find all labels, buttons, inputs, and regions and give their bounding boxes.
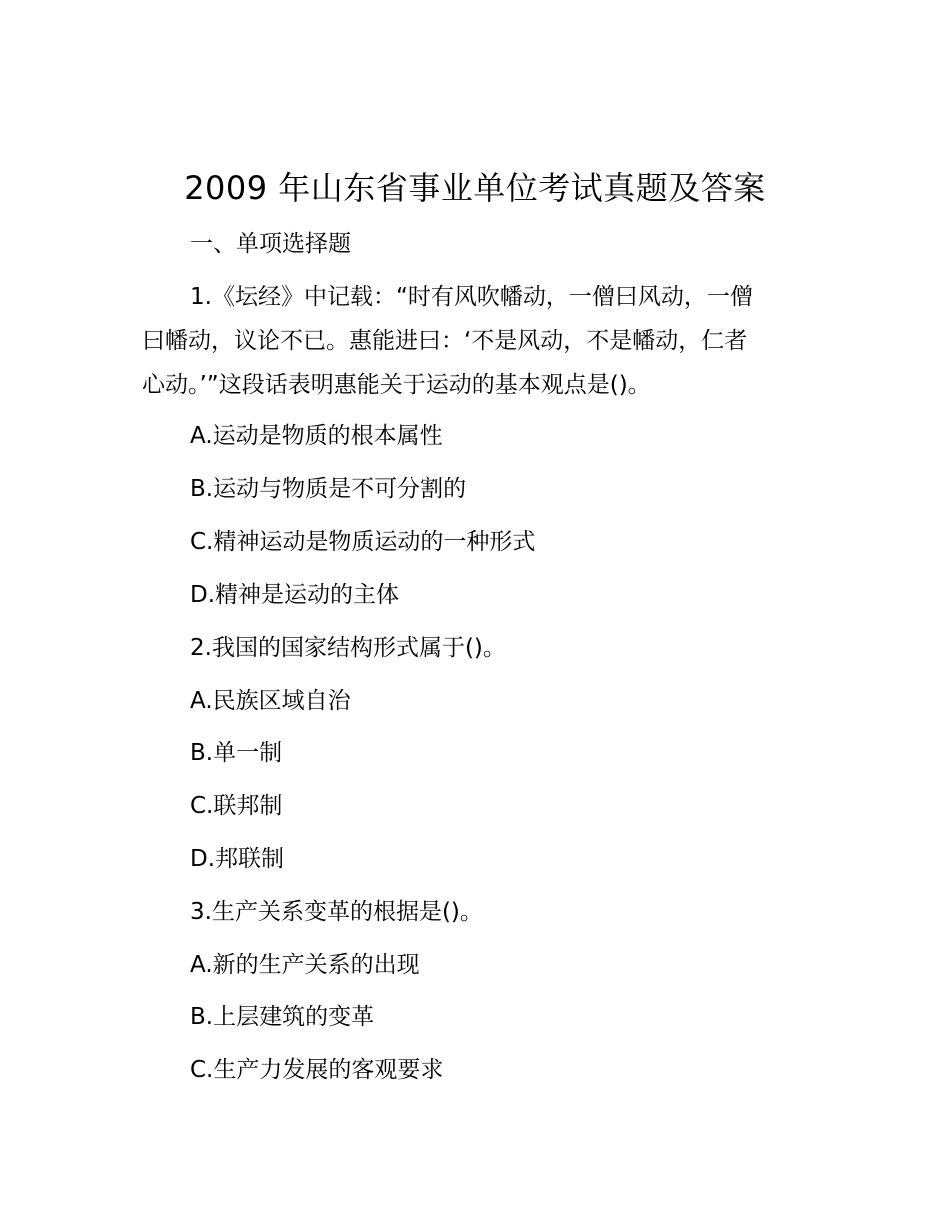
question-2-option-a: A.民族区域自治: [190, 688, 351, 714]
question-2-stem: 2.我国的国家结构形式属于()。: [190, 635, 506, 661]
question-2-option-b: B.单一制: [190, 740, 283, 766]
question-1-option-a: A.运动是物质的根本属性: [190, 423, 443, 449]
question-3-stem: 3.生产关系变革的根据是()。: [190, 899, 483, 925]
question-3-option-a: A.新的生产关系的出现: [190, 952, 420, 978]
question-1-stem-line-2: 曰幡动，议论不已。惠能进曰：‘不是风动，不是幡动，仁者: [142, 328, 748, 354]
question-2-option-c: C.联邦制: [190, 793, 283, 819]
question-1-option-b: B.运动与物质是不可分割的: [190, 476, 467, 502]
document-title: 2009 年山东省事业单位考试真题及答案: [184, 169, 766, 207]
question-3-option-c: C.生产力发展的客观要求: [190, 1057, 444, 1083]
question-1-stem-line-3: 心动。’”这段话表明惠能关于运动的基本观点是()。: [142, 372, 651, 398]
question-1-option-c: C.精神运动是物质运动的一种形式: [190, 529, 536, 555]
question-1-option-d: D.精神是运动的主体: [190, 582, 400, 608]
question-3-option-b: B.上层建筑的变革: [190, 1004, 375, 1030]
section-heading: 一、单项选择题: [190, 231, 351, 257]
question-2-option-d: D.邦联制: [190, 846, 285, 872]
question-1-stem-line-1: 1.《坛经》中记载：“时有风吹幡动，一僧曰风动，一僧: [190, 284, 753, 310]
